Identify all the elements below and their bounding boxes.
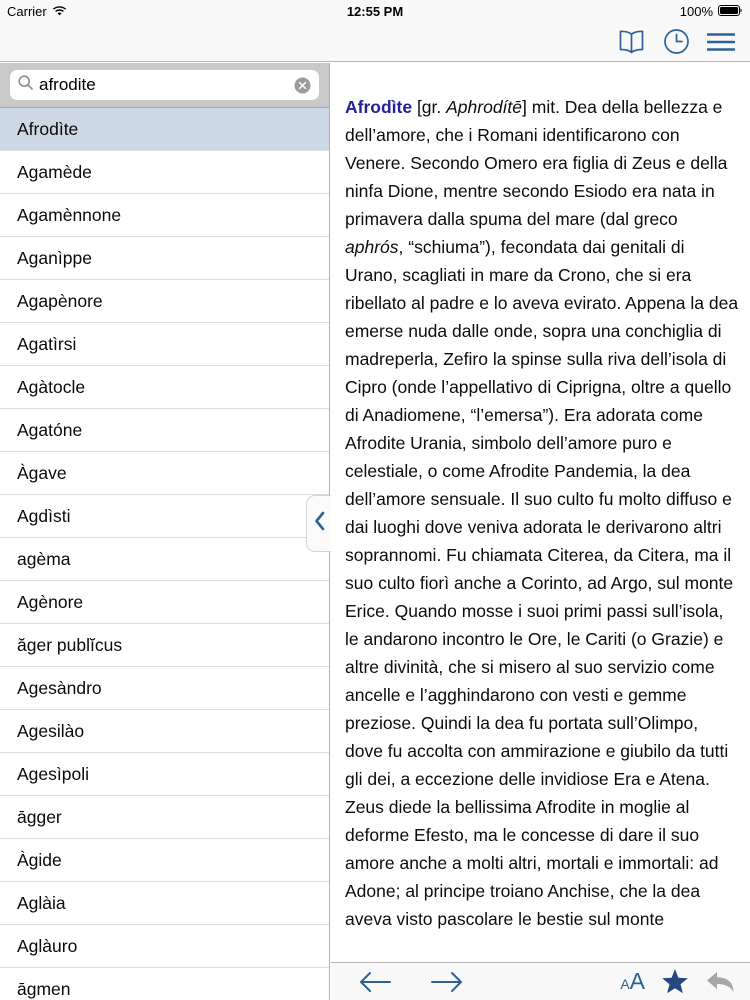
list-item[interactable] <box>0 151 329 194</box>
list-item[interactable] <box>0 667 329 710</box>
definition-segment: , “schiuma”), fecondata dai genitali di Urano, scagliati in mare da Crono, che si era ribellato al padre e lo aveva evirato. Appena la dea emerse nuda dalle onde, sopra una conchiglia di madreperla, Zefiro la spinse sulla riva dell’isola di Cipro (onde l’appellativo di Ciprigna, oltre a quello di Anadiomene, “l’emersa”). Era adorata come Afrodite Urania, simbolo dell’amore puro e celestiale, o come Afrodite Pandemia, la dea dell’amore sensuale. Il suo culto fu molto diffuso e dai luoghi dove veniva adorata le derivarono altri soprannomi. Fu chiamata Citerea, da Citera, ma il suo culto fiorì anche a Corinto, ad Argo, sul monte Erice. Quando mosse i suoi primi passi sull’isola, le andarono incontro le Ore, le Cariti (o Grazie) e altre divinità, che si misero al suo servizio come ancelle e l’agghindarono con vesti e gemme preziose. Quindi la dea fu portata sull’Olimpo, dove fu accolta con ammirazione e giubilo da tutti gli dei, a eccezione delle invidiose Era e Atena. Zeus diede la bellissima Afrodite in moglie al deforme Efesto, ma le concesse di dare il suo amore anche a molti altri, mortali e immortali: ad Adone; al principe troiano Anchise, che la dea aveva visto pascolare le bestie sul monte <box>345 237 739 929</box>
list-item[interactable] <box>0 108 329 151</box>
list-item[interactable] <box>0 538 329 581</box>
list-item-label: Agènore <box>17 591 84 612</box>
list-item-label: Afrodìte <box>17 118 79 139</box>
list-item-label: Agatóne <box>17 419 83 440</box>
list-item-label: Agesàndro <box>17 677 102 698</box>
word-list-sidebar <box>0 63 330 1000</box>
wifi-icon <box>52 4 67 19</box>
top-toolbar <box>0 22 750 62</box>
list-item-label: Agàtocle <box>17 376 86 397</box>
battery-icon <box>718 4 743 19</box>
list-item[interactable] <box>0 237 329 280</box>
list-item-label: ăger publĭcus <box>17 634 123 655</box>
list-item[interactable] <box>0 495 329 538</box>
back-arrow-icon[interactable] <box>359 971 391 993</box>
list-item[interactable] <box>0 839 329 882</box>
list-item-label: Agamènnone <box>17 204 122 225</box>
list-item[interactable] <box>0 194 329 237</box>
list-item[interactable] <box>0 280 329 323</box>
bottom-toolbar <box>331 962 750 1000</box>
definition-text <box>330 63 750 979</box>
search-input[interactable] <box>10 70 319 100</box>
list-item-label: Agamède <box>17 161 92 182</box>
definition-segment: Afrodìte <box>345 97 413 117</box>
list-item[interactable] <box>0 925 329 968</box>
list-item[interactable] <box>0 366 329 409</box>
star-icon[interactable] <box>661 968 689 995</box>
list-item[interactable] <box>0 753 329 796</box>
list-item[interactable] <box>0 581 329 624</box>
list-item-label: Agatìrsi <box>17 333 77 354</box>
clear-search-icon[interactable] <box>294 77 311 94</box>
font-size-icon[interactable] <box>620 968 645 995</box>
search-input-value: afrodite <box>39 75 96 94</box>
main-split-view <box>0 63 750 1000</box>
menu-icon[interactable] <box>707 32 735 52</box>
list-item-label: agèma <box>17 548 71 569</box>
list-item[interactable] <box>0 968 329 1000</box>
definition-segment: aphrós <box>345 237 399 257</box>
chevron-left-icon <box>314 511 325 536</box>
list-item[interactable] <box>0 624 329 667</box>
battery-percent: 100% <box>679 3 713 19</box>
list-item-label: Agapènore <box>17 290 103 311</box>
sidebar-collapse-handle[interactable] <box>306 495 331 552</box>
reply-icon[interactable] <box>705 971 735 993</box>
definition-segment: [gr. <box>412 97 447 117</box>
carrier-label: Carrier <box>7 3 47 19</box>
clock-time: 12:55 PM <box>346 3 404 19</box>
definition-segment: ] mit. Dea della bellezza e dell’amore, che i Romani identificarono con Venere. Secondo Omero era figlia di Zeus e della ninfa Dione, mentre secondo Esiodo era nata in primavera dalla spuma del mare (dal greco <box>345 97 728 229</box>
definition-segment: Aphrodítē <box>446 97 523 117</box>
entry-list <box>0 108 329 1000</box>
list-item-label: Aganìppe <box>17 247 92 268</box>
font-size-large-a: A <box>629 968 645 994</box>
history-clock-icon[interactable] <box>663 28 690 55</box>
list-item[interactable] <box>0 710 329 753</box>
list-item-label: āgmen <box>17 978 71 999</box>
list-item-label: Agdìsti <box>17 505 71 526</box>
list-item[interactable] <box>0 409 329 452</box>
definition-pane <box>330 63 750 1000</box>
forward-arrow-icon[interactable] <box>431 971 463 993</box>
list-item[interactable] <box>0 796 329 839</box>
list-item-label: āgger <box>17 806 62 827</box>
font-size-small-a: A <box>620 976 630 992</box>
status-bar <box>0 0 750 22</box>
list-item-label: Àgide <box>17 849 62 870</box>
open-book-icon[interactable] <box>617 30 646 54</box>
list-item-label: Aglàuro <box>17 935 78 956</box>
list-item[interactable] <box>0 452 329 495</box>
list-item-label: Àgave <box>17 462 67 483</box>
list-item-label: Agesilào <box>17 720 85 741</box>
list-item-label: Agesìpoli <box>17 763 89 784</box>
list-item[interactable] <box>0 323 329 366</box>
search-bar <box>0 63 329 108</box>
search-icon <box>18 75 33 95</box>
list-item[interactable] <box>0 882 329 925</box>
list-item-label: Aglàia <box>17 892 66 913</box>
